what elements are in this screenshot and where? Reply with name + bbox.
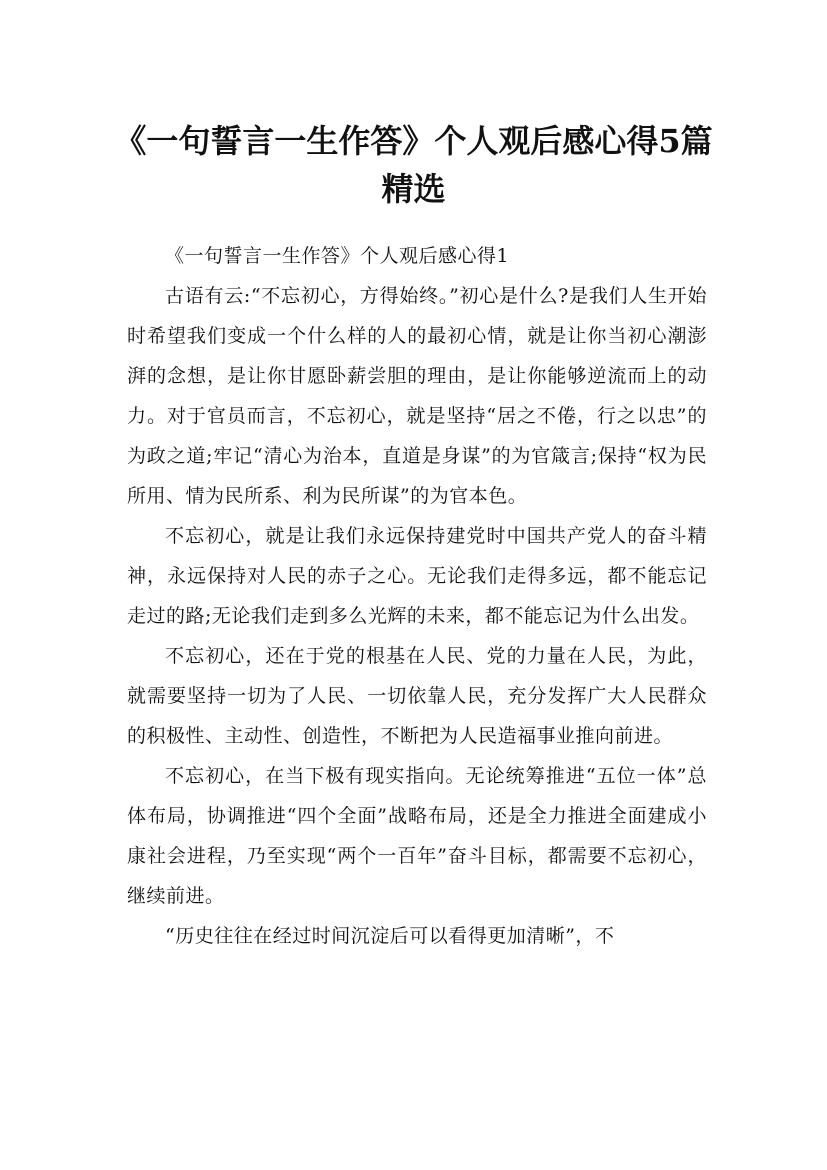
paragraph-1: 古语有云:“不忘初心，方得始终。”初心是什么?是我们人生开始时希望我们变成一个什么样的人的最初心情，就是让你当初心潮澎湃的念想，是让你甘愿卧薪尝胆的理由，是让你能够逆流而上的动力。对于官员而言，不忘初心，就是坚持“居之不倦，行之以忠”的为政之道;牢记“清心为治本，直道是身谋”的为官箴言;保持“权为民所用、情为民所系、利为民所谋”的为官本色。 bbox=[127, 285, 707, 507]
document-title: 《一句誓言一生作答》个人观后感心得5篇精选 bbox=[114, 122, 713, 209]
paragraph-2: 不忘初心，就是让我们永远保持建党时中国共产党人的奋斗精神，永远保持对人民的赤子之心。无论我们走得多远，都不能忘记走过的路;无论我们走到多么光辉的未来，都不能忘记为什么出发。 bbox=[127, 525, 707, 627]
paragraph-4: 不忘初心，在当下极有现实指向。无论统筹推进“五位一体”总体布局，协调推进“四个全面”战略布局，还是全力推进全面建成小康社会进程，乃至实现“两个一百年”奋斗目标，都需要不忘初心，继续前进。 bbox=[127, 765, 707, 907]
section-heading: 《一句誓言一生作答》个人观后感心得1 bbox=[165, 245, 510, 267]
paragraph-3: 不忘初心，还在于党的根基在人民、党的力量在人民，为此，就需要坚持一切为了人民、一切依靠人民，充分发挥广大人民群众的积极性、主动性、创造性，不断把为人民造福事业推向前进。 bbox=[127, 645, 707, 747]
document-body bbox=[127, 236, 707, 956]
paragraph-5: “历史往往在经过时间沉淀后可以看得更加清晰”，不 bbox=[165, 925, 615, 947]
